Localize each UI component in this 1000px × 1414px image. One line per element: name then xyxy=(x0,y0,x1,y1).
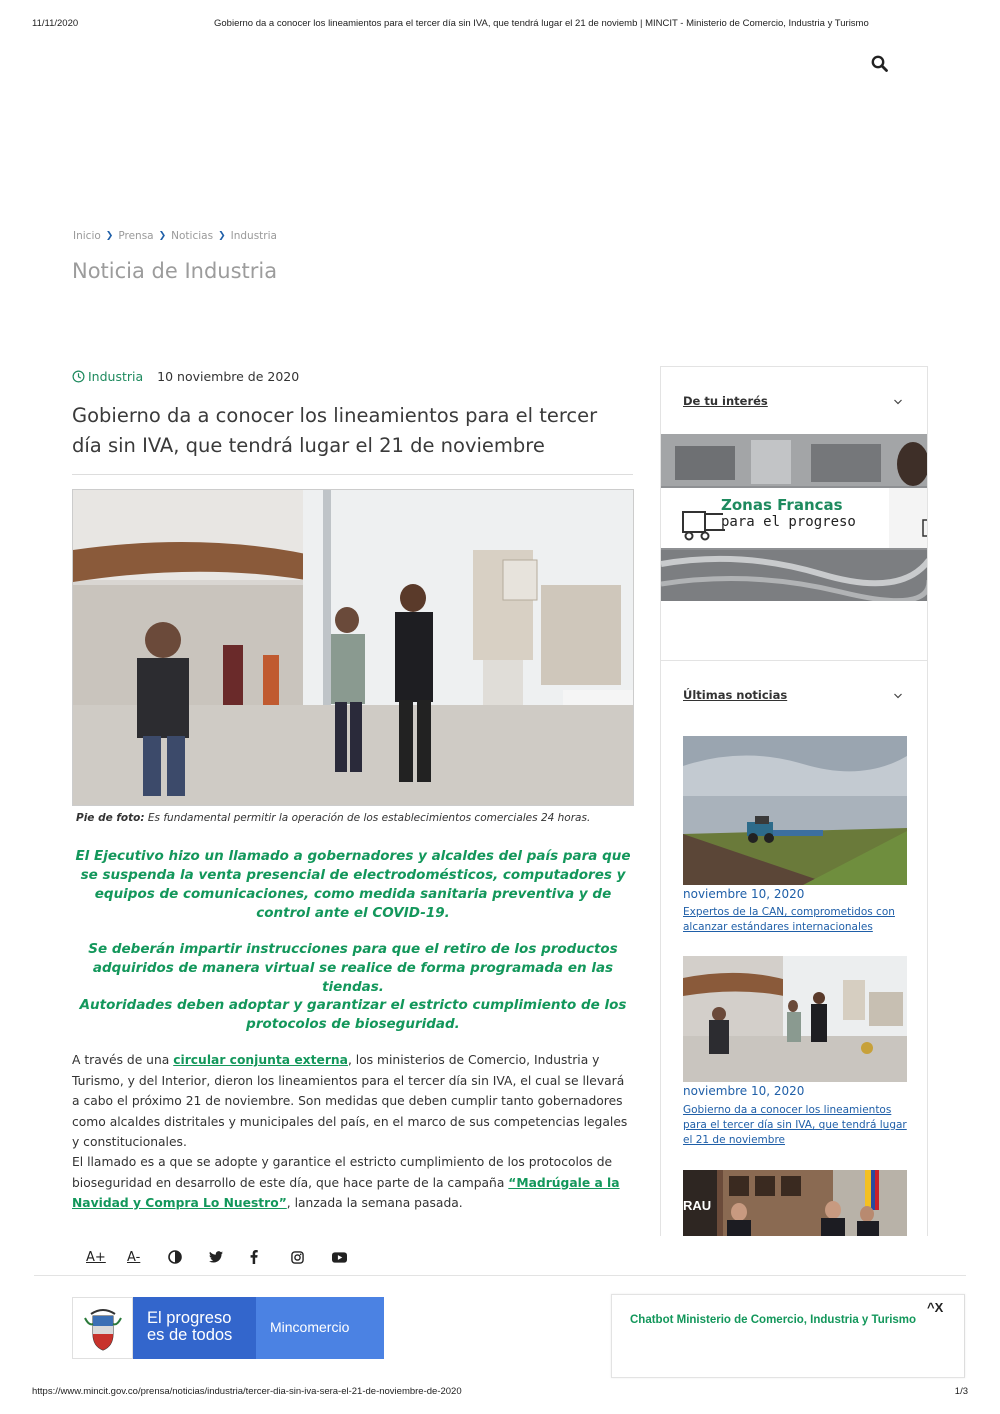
headline-divider xyxy=(72,474,633,475)
slogan-line2: es de todos xyxy=(147,1326,233,1344)
news-title-link[interactable]: Expertos de la CAN, comprometidos con alcanzar estándares internacionales xyxy=(683,906,895,933)
body-paragraph xyxy=(72,1152,634,1214)
breadcrumb-industria[interactable]: Industria xyxy=(230,230,277,242)
brand-block xyxy=(256,1297,384,1359)
text-run: A través de una xyxy=(72,1053,174,1067)
chatbot-widget[interactable] xyxy=(611,1294,965,1378)
font-decrease-button[interactable]: A- xyxy=(127,1249,141,1265)
slogan-block xyxy=(133,1297,256,1359)
sidebar-divider xyxy=(661,660,928,661)
contrast-icon xyxy=(168,1250,182,1264)
contrast-button[interactable] xyxy=(168,1248,209,1266)
chevron-down-icon[interactable] xyxy=(893,397,903,407)
article-meta xyxy=(72,369,299,384)
brand-name: Mincomercio xyxy=(270,1319,350,1335)
twitter-share-button[interactable] xyxy=(209,1248,250,1266)
interest-accordion-toggle[interactable]: De tu interés xyxy=(683,394,768,408)
section-title: Noticia de Industria xyxy=(72,259,278,283)
instagram-share-button[interactable] xyxy=(291,1248,332,1266)
print-url: https://www.mincit.gov.co/prensa/noticias/industria/tercer-dia-sin-iva-sera-el-21-de-noviembre-de-2020 xyxy=(32,1386,462,1397)
news-date: noviembre 10, 2020 xyxy=(683,887,805,901)
news-thumbnail[interactable] xyxy=(683,956,907,1082)
search-button[interactable] xyxy=(870,54,890,74)
text-run: El llamado es a que se adopte y garantice el estricto cumplimiento de los protocolos de bioseguridad en desarrollo de este día, que hace parte de la campaña xyxy=(72,1155,613,1190)
text-run: , los ministerios de Comercio, Industria y Turismo, y del Interior, dieron los lineamientos para el tercer día sin IVA, el cual se llevará a cabo el próximo 21 de noviembre. Son medidas que deben cumplir tanto gobernadores como alcaldes distritales y municipales del país, en el marco de sus competencias legales y constitucionales. xyxy=(72,1053,628,1149)
article-photo xyxy=(72,489,634,806)
youtube-share-button[interactable] xyxy=(332,1248,373,1266)
clock-icon xyxy=(72,370,85,383)
toolbar-divider xyxy=(34,1275,966,1276)
banner-line2: para el progreso xyxy=(721,514,856,530)
chatbot-controls[interactable]: ^X xyxy=(927,1300,944,1315)
caption-text: Es fundamental permitir la operación de los establecimientos comerciales 24 horas. xyxy=(147,812,591,824)
breadcrumb-inicio[interactable]: Inicio xyxy=(73,230,101,242)
latest-news-accordion-toggle[interactable]: Últimas noticias xyxy=(683,688,788,702)
body-paragraph xyxy=(72,1050,634,1153)
print-header xyxy=(32,18,968,32)
breadcrumb-noticias[interactable]: Noticias xyxy=(171,230,214,242)
slogan-line1: El progreso xyxy=(147,1309,232,1327)
youtube-icon xyxy=(332,1252,347,1263)
print-page-count: 1/3 xyxy=(954,1386,968,1397)
article-toolbar xyxy=(86,1248,373,1266)
article-category[interactable]: Industria xyxy=(88,369,144,384)
news-thumbnail[interactable] xyxy=(683,736,907,885)
chatbot-title: Chatbot Ministerio de Comercio, Industria y Turismo xyxy=(630,1314,917,1326)
news-sign-text: RAU xyxy=(683,1198,712,1213)
banner-line1: Zonas Francas xyxy=(721,496,843,514)
facebook-share-button[interactable] xyxy=(250,1248,291,1266)
news-date: noviembre 10, 2020 xyxy=(683,1084,805,1098)
print-title: Gobierno da a conocer los lineamientos para el tercer día sin IVA, que tendrá lugar el 21 de noviemb | MINCIT - Ministerio de Comercio, Industria y Turismo xyxy=(214,18,869,29)
chevron-right-icon: ❯ xyxy=(218,231,226,241)
news-thumbnail[interactable] xyxy=(683,1170,907,1236)
campaign-link[interactable]: “Madrúgale a la Navidad y Compra Lo Nuestro” xyxy=(72,1175,620,1210)
chevron-right-icon: ❯ xyxy=(105,231,114,241)
caption-label: Pie de foto: xyxy=(76,812,145,824)
zonas-francas-banner[interactable] xyxy=(661,434,928,601)
news-title-link[interactable]: Gobierno da a conocer los lineamientos para el tercer día sin IVA, que tendrá lugar el 21 de noviembre xyxy=(683,1104,907,1146)
gobierno-logo[interactable] xyxy=(72,1297,384,1359)
print-date: 11/11/2020 xyxy=(32,18,79,29)
instagram-icon xyxy=(291,1251,304,1264)
coat-of-arms-icon xyxy=(72,1297,133,1359)
text-run: , lanzada la semana pasada. xyxy=(286,1196,463,1210)
circular-link[interactable]: circular conjunta externa xyxy=(173,1053,348,1067)
breadcrumb xyxy=(73,230,277,242)
breadcrumb-prensa[interactable]: Prensa xyxy=(118,230,154,242)
chevron-down-icon[interactable] xyxy=(893,691,903,701)
article-date: 10 noviembre de 2020 xyxy=(157,369,300,384)
lead-paragraph: Se deberán impartir instrucciones para que el retiro de los productos adquiridos de manera virtual se realice de forma programada en las tiendas. xyxy=(88,941,618,995)
twitter-icon xyxy=(209,1251,223,1263)
lead-paragraph: El Ejecutivo hizo un llamado a gobernadores y alcaldes del país para que se suspenda la venta presencial de electrodomésticos, computadores y equipos de comunicaciones, como medida sanitaria preventiva y de control ante el COVID-19. xyxy=(75,848,631,921)
facebook-icon xyxy=(250,1250,258,1264)
chevron-right-icon: ❯ xyxy=(158,231,167,241)
lead-paragraph: Autoridades deben adoptar y garantizar el estricto cumplimiento de los protocolos de bioseguridad. xyxy=(79,997,627,1032)
print-footer xyxy=(32,1386,968,1400)
font-increase-button[interactable]: A+ xyxy=(86,1249,106,1265)
article-headline: Gobierno da a conocer los lineamientos para el tercer día sin IVA, que tendrá lugar el 21 de noviembre xyxy=(72,404,598,457)
search-icon xyxy=(870,54,890,74)
sidebar xyxy=(660,366,928,1236)
photo-caption xyxy=(76,812,590,824)
